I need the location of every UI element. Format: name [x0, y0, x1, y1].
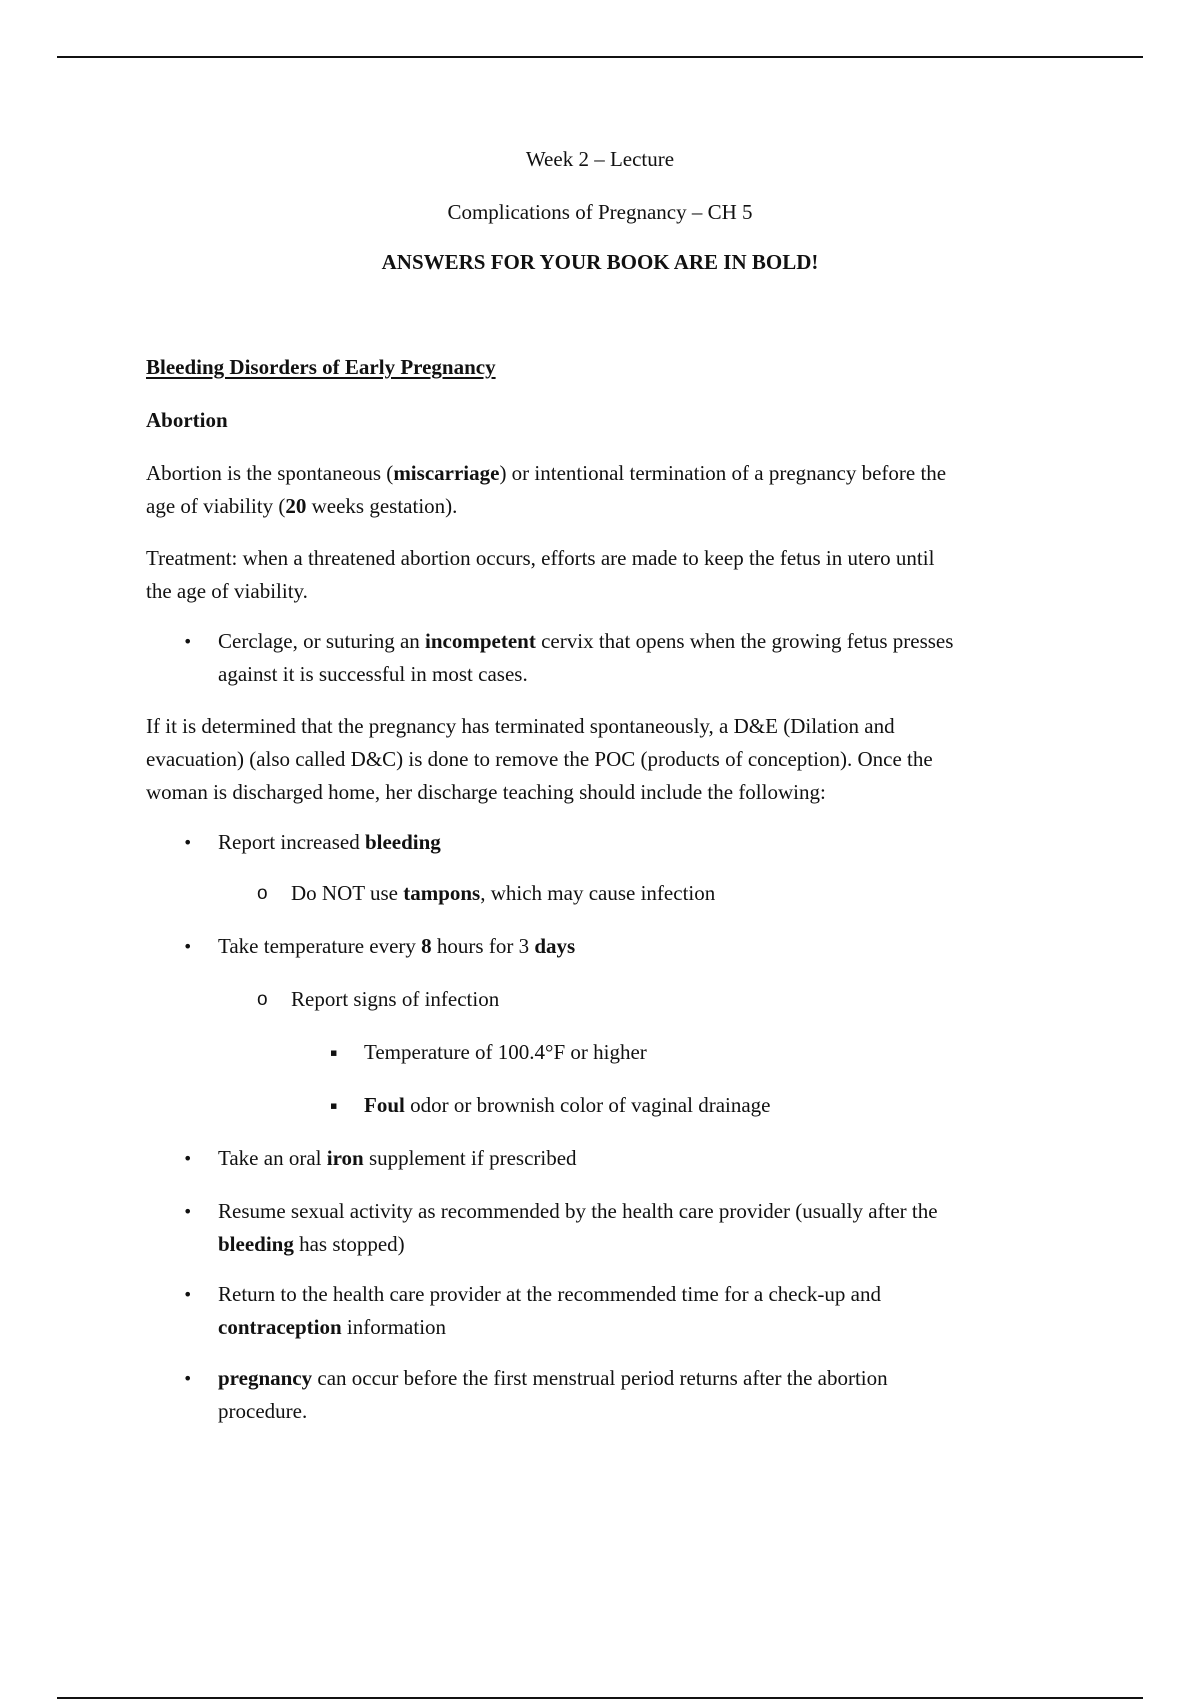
- paragraph-treatment: [146, 542, 1086, 608]
- doc-chapter-title: [0, 196, 1200, 229]
- paragraph-line: evacuation) (also called D&C) is done to remove the POC (products of conception). Once the: [146, 747, 933, 771]
- square-marker: ▪: [330, 1046, 338, 1059]
- paragraph-line: If it is determined that the pregnancy has terminated spontaneously, a D&E (Dilation and: [146, 714, 895, 738]
- bullet-marker: •: [183, 1202, 193, 1221]
- section-heading: [146, 351, 1086, 384]
- circle-marker: o: [257, 989, 268, 1010]
- circle-marker: o: [257, 883, 268, 904]
- week-title-text: Week 2 – Lecture: [525, 147, 675, 171]
- list-item: • Take an oral iron supplement if prescribed: [218, 1142, 1088, 1175]
- bullet-marker: •: [183, 937, 193, 956]
- subsection-heading-text: Abortion: [146, 408, 228, 432]
- answers-note-text: ANSWERS FOR YOUR BOOK ARE IN BOLD!: [381, 250, 819, 274]
- subsection-heading: [146, 404, 1086, 437]
- list-item: • Report increased bleeding: [218, 826, 1088, 859]
- bullet-marker: •: [183, 1285, 193, 1304]
- paragraph-line: Abortion is the spontaneous (miscarriage) or intentional termination of a pregnancy before the: [146, 461, 947, 485]
- square-marker: ▪: [330, 1099, 338, 1112]
- list-item: ▪ Temperature of 100.4°F or higher: [364, 1036, 1064, 1069]
- paragraph-line: Cerclage, or suturing an incompetent cervix that opens when the growing fetus presses: [218, 629, 954, 653]
- list-item: • Return to the health care provider at the recommended time for a check-up and contraception information: [218, 1278, 1088, 1344]
- paragraph-line: woman is discharged home, her discharge teaching should include the following:: [146, 780, 826, 804]
- paragraph-line: against it is successful in most cases.: [218, 662, 528, 686]
- paragraph-line: age of viability (20 weeks gestation).: [146, 494, 458, 518]
- list-item: o Report signs of infection: [291, 983, 1071, 1016]
- doc-week-title: [0, 143, 1200, 176]
- paragraph-line: Treatment: when a threatened abortion occurs, efforts are made to keep the fetus in utero until: [146, 546, 935, 570]
- list-item: • pregnancy can occur before the first menstrual period returns after the abortion procedure.: [218, 1362, 1088, 1428]
- paragraph-abortion-definition: [146, 457, 1086, 523]
- bullet-marker: •: [183, 1149, 193, 1168]
- bullet-marker: •: [183, 833, 193, 852]
- list-item: • Take temperature every 8 hours for 3 days: [218, 930, 1088, 963]
- doc-answers-note: [0, 246, 1200, 279]
- bottom-rule: [57, 1697, 1143, 1699]
- list-item: [183, 625, 1088, 691]
- top-rule: [57, 56, 1143, 58]
- chapter-title-text: Complications of Pregnancy – CH 5: [447, 200, 753, 224]
- section-heading-text: Bleeding Disorders of Early Pregnancy: [146, 355, 496, 379]
- paragraph-line: the age of viability.: [146, 579, 308, 603]
- list-item: o Do NOT use tampons, which may cause infection: [291, 877, 1071, 910]
- list-item: ▪ Foul odor or brownish color of vaginal drainage: [364, 1089, 1064, 1122]
- bullet-marker: •: [183, 1369, 193, 1388]
- bullet-marker: •: [183, 632, 193, 651]
- paragraph-discharge-intro: [146, 710, 1086, 809]
- list-item: • Resume sexual activity as recommended by the health care provider (usually after the bleeding has stopped): [218, 1195, 1088, 1261]
